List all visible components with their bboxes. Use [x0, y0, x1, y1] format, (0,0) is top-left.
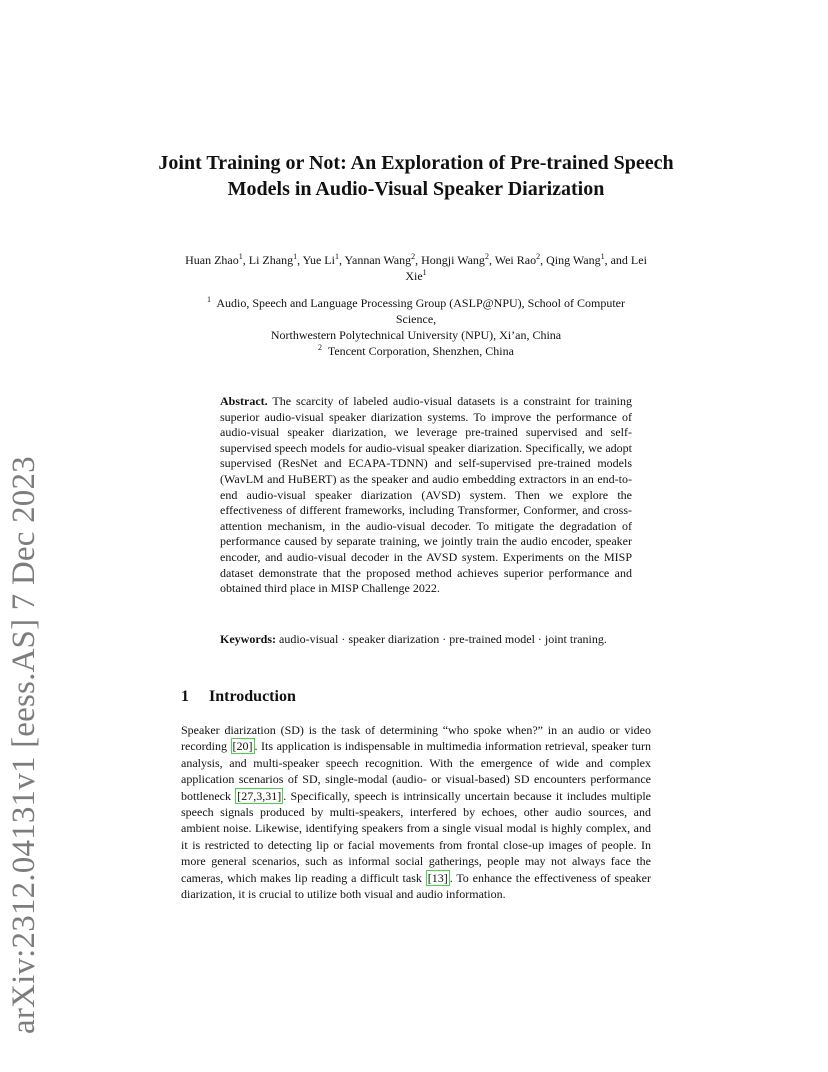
author-name: Yannan Wang [344, 253, 412, 267]
affiliation-marker: 1 [238, 252, 243, 261]
abstract-text: The scarcity of labeled audio-visual datasets is a constraint for training superior audio-visual speaker diarization systems. To improve the performance of audio-visual speaker diarization, we leverage pre-trained supervised and self-supervised speech models for audio-visual speaker diarization. Specifically, we adopt supervised (ResNet and ECAPA-TDNN) and self-supervised pre-trained models (WavLM and HuBERT) as the speaker and audio embedding extractors in an end-to-end audio-visual speaker diarization (AVSD) system. Then we explore the effectiveness of different frameworks, including Transformer, Conformer, and cross-attention mechanism, in the audio-visual decoder. To mitigate the degradation of performance caused by separate training, we jointly train the audio encoder, speaker encoder, and audio-visual decoder in the AVSD system. Experiments on the MISP dataset demonstrate that the proposed method achieves superior performance and obtained third place in MISP Challenge 2022. [220, 394, 632, 596]
citation-link[interactable]: [27,3,31] [237, 788, 282, 803]
affiliation-marker: 1 [600, 252, 605, 261]
author-list: Huan Zhao$^1$, Li Zhang$^1$, Yue Li$^1$, Yannan Wang$^2$, Hongji Wang$^2$, Wei Rao$^2$, Qing Wang$^1$, and Lei Xie$^1$ [185, 252, 647, 283]
introduction-paragraph [181, 722, 651, 902]
affiliation-marker: 2 [411, 252, 416, 261]
affiliation-marker: 1 [334, 252, 339, 261]
citation-link[interactable]: [20] [232, 739, 253, 754]
section-number: 1 [181, 688, 189, 705]
section-heading [181, 688, 296, 706]
abstract-label: Abstract. [220, 394, 268, 408]
author-name: Wei Rao [494, 253, 537, 267]
author-name: Lei Xie [405, 253, 647, 283]
paper-title: Joint Training or Not: An Exploration of Pre-trained Speech Models in Audio-Visual Speaker Diarization [158, 152, 674, 200]
abstract [220, 394, 632, 597]
affiliation-marker: 2 [484, 252, 489, 261]
section-title: Introduction [209, 688, 296, 705]
affiliation-1-line2: Northwestern Polytechnical University (NPU), Xi’an, China [270, 328, 562, 342]
affiliation-marker: 2 [536, 252, 541, 261]
affiliation-marker: 1 [293, 252, 298, 261]
citation-link[interactable]: [13] [427, 870, 448, 885]
paragraph-text: . Specifically, speech is intrinsically uncertain because it includes multiple speech signals produced by multi-speakers, interfered by echoes, other audio sources, and ambient noise. Likewise, identifying speakers from a single visual modal is highly complex, and it is restricted to detecting lip or facial movements from frontal close-up images of people. In more general scenarios, such as informal social gatherings, people may not always face the cameras, which makes lip reading a difficult task [181, 788, 652, 885]
author-name: Li Zhang [248, 253, 294, 267]
author-name: Huan Zhao [185, 253, 239, 267]
arxiv-identifier: arXiv:2312.04131v1 [eess.AS] 7 Dec 2023 [6, 456, 42, 1034]
paragraph-text: . Its application is indispensable in multimedia information retrieval, speaker turn analysis, and multi-speaker speech recognition. With the emergence of wide and complex application scenarios of SD, single-modal (audio- or visual-based) SD encounters performance bottleneck [181, 739, 652, 803]
affiliation-text: Audio, Speech and Language Processing Group (ASLP@NPU), School of Computer Science, [216, 296, 625, 326]
keywords-label: Keywords: [220, 632, 276, 646]
author-name: Yue Li [302, 253, 335, 267]
affiliation-marker: 1 [422, 268, 427, 277]
paragraph-text: . To enhance the effectiveness of speaker diarization, it is crucial to utilize both visual and audio information. [181, 870, 652, 902]
affiliations [190, 295, 642, 359]
affiliation-marker: 1 [206, 295, 211, 304]
keywords-text: audio-visual · speaker diarization · pre-trained model · joint traning. [279, 632, 607, 646]
affiliation-1 [190, 295, 642, 327]
keywords [220, 632, 632, 648]
paragraph-text: Speaker diarization (SD) is the task of determining “who spoke when?” in an audio or video recording [181, 723, 651, 754]
author-name: Hongji Wang [421, 253, 485, 267]
affiliation-marker: 2 [318, 343, 323, 352]
affiliation-text: Tencent Corporation, Shenzhen, China [327, 344, 514, 358]
author-name: Qing Wang [546, 253, 601, 267]
affiliation-2 [190, 343, 642, 359]
